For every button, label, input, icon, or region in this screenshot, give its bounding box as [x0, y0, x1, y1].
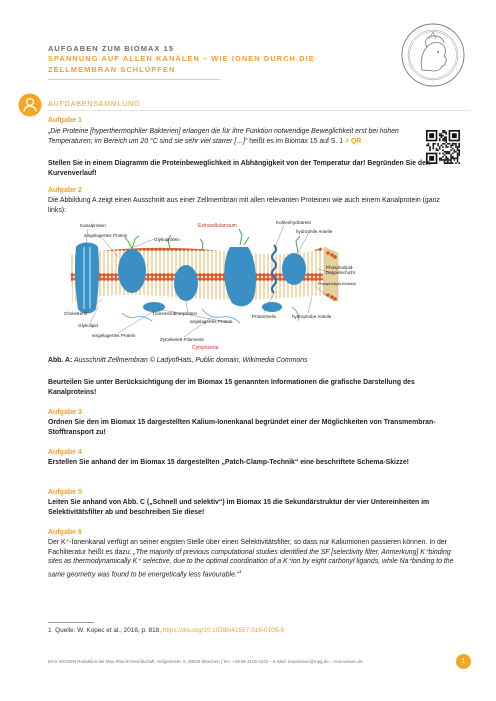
label-glykolipid: Glykolipid	[78, 323, 98, 328]
series-title: AUFGABEN ZUM BIOMAX 15	[48, 44, 175, 53]
footnote-number: 1	[48, 627, 52, 634]
label-kanalprotein: Kanalprotein	[80, 223, 106, 228]
task-3-label: Aufgabe 3	[48, 409, 82, 416]
task-4-label: Aufgabe 4	[48, 449, 82, 456]
label-eingelagertes-protein-2: eingelagertes Protein	[92, 333, 136, 338]
label-extrazellularraum: Extrazellularraum	[198, 223, 237, 229]
label-cytoplasma: Cytoplasma	[192, 345, 219, 351]
label-transmembranprotein: Transmembranprotein	[152, 311, 198, 316]
footnote-text: Quelle: W. Kopec et al., 2018, p. 818,	[55, 627, 163, 634]
page-footer: MAX WISSEN Redaktion der Max-Planck-Gesellschaft, Hofgartenstr. 8, 80539 München | Tel.: +49 89 2108-1242 – E-Mail: maxwissen@mpg.de – max-wissen.de	[48, 659, 363, 664]
section-divider	[48, 110, 470, 111]
footnote-doi-link[interactable]: https://doi.org/10.1038/s41557-018-0105-9	[162, 627, 284, 634]
task-6-intro: Der K⁺-Ionenkanal verfügt an seiner engsten Stelle über einen Selektivitätsfilter, so dass nur Kaliumionen passieren können. In der Fachliteratur heißt es dazu:	[48, 539, 447, 556]
label-glykoprotein: Glykoprotein	[154, 237, 180, 242]
section-title: AUFGABENSAMMLUNG	[48, 99, 141, 108]
label-kohlenhydratrest: Kohlenhydratrest	[276, 220, 311, 225]
task-1-question: Stellen Sie in einem Diagramm die Proteinbeweglichkeit in Abhängigkeit von der Temperatur dar! Begründen Sie den Kurvenverlauf!	[48, 160, 431, 177]
qr-link[interactable]: > QR	[345, 137, 362, 145]
label-phospholipid-molekuel: Phospholipid-Molekül	[318, 281, 357, 286]
task-1-label: Aufgabe 1	[48, 117, 82, 124]
footnote-ref[interactable]: 1	[239, 568, 242, 574]
footnote	[48, 627, 284, 634]
label-cholesterin: Cholesterin	[64, 311, 88, 316]
task-2-intro: Die Abbildung A zeigt einen Ausschnitt aus einer Zellmembran mit allen relevanten Proteinen wie auch einem Kanalprotein (ganz links):	[48, 197, 440, 214]
minerva-seal-logo	[400, 22, 466, 88]
label-hydrophobe-anteile: hydrophobe Anteile	[292, 314, 332, 319]
figure-caption	[48, 356, 458, 366]
task-3-question: Ordnen Sie den im Biomax 15 dargestellten Kalium-Ionenkanal begründet einer der Möglichkeiten von Transmembran-Stofftransport zu!	[48, 419, 436, 436]
document-subtitle: SPANNUNG AUF ALLEN KANÄLEN – WIE IONEN DURCH DIE ZELLMEMBRAN SCHLÜPFEN	[48, 54, 315, 74]
task-6-quote: „The majority of previous computational studies identified the SF [selectivity filter, Anmerkung] K⁺binding sites as thermodynamically K⁺ selective, due to the optimal coordination of a K⁺ion by eight carbonyl ligands, while Na⁺binding to the same geometry was found to be energetically less favourable.“	[48, 548, 454, 579]
task-1-intro	[48, 127, 420, 146]
task-6-label: Aufgabe 6	[48, 529, 82, 536]
label-hydrophile-anteile: hydrophile Anteile	[296, 229, 333, 234]
footnote-divider	[48, 622, 94, 623]
task-5-question: Leiten Sie anhand von Abb. C („Schnell und selektiv“) im Biomax 15 die Sekundärstruktur der vier Untereinheiten im Selektivitätsfilter ab und beschreiben Sie diese!	[48, 499, 430, 516]
task-5-label: Aufgabe 5	[48, 489, 82, 496]
task-1-quote: „Die Proteine [hyperthermophiler Bakterien] erlangen die für ihre Funktion notwendige Beweglichkeit erst bei hohen Temperaturen; im Bereich um 20 °C sind sie sehr viel starrer […]“	[48, 128, 399, 145]
task-2-question: Beurteilen Sie unter Berücksichtigung der im Biomax 15 genannten Informationen die grafische Darstellung des Kanalproteins!	[48, 379, 415, 396]
label-proteinhelix: Proteinhelix	[252, 314, 277, 319]
label-angelagertes-protein: angelagertes Protein	[190, 319, 233, 324]
label-phospholipid-doppelschicht: Phospholipid-Doppelschicht	[326, 265, 355, 275]
task-1-quote-suffix: heißt es im Biomax 15 auf S. 1	[247, 137, 346, 145]
task-6-text	[48, 538, 458, 580]
task-4-question: Erstellen Sie anhand der im Biomax 15 dargestellten „Patch-Clamp-Technik“ eine beschriftete Schema-Skizze!	[48, 459, 409, 466]
figure-caption-text: Ausschnitt Zellmembran © LadyofHats, Public domain, Wikimedia Commons	[72, 357, 308, 364]
header-divider	[48, 79, 220, 80]
figure-caption-label: Abb. A:	[48, 357, 73, 364]
cell-membrane-figure	[62, 217, 374, 352]
task-2-label: Aufgabe 2	[48, 187, 82, 194]
label-zytoskelett: Zytoskelett-Filamente	[160, 337, 204, 342]
page-number: 1	[456, 654, 471, 669]
label-eingelagertes-protein: eingelagertes Protein	[84, 233, 128, 238]
person-icon	[18, 93, 42, 117]
